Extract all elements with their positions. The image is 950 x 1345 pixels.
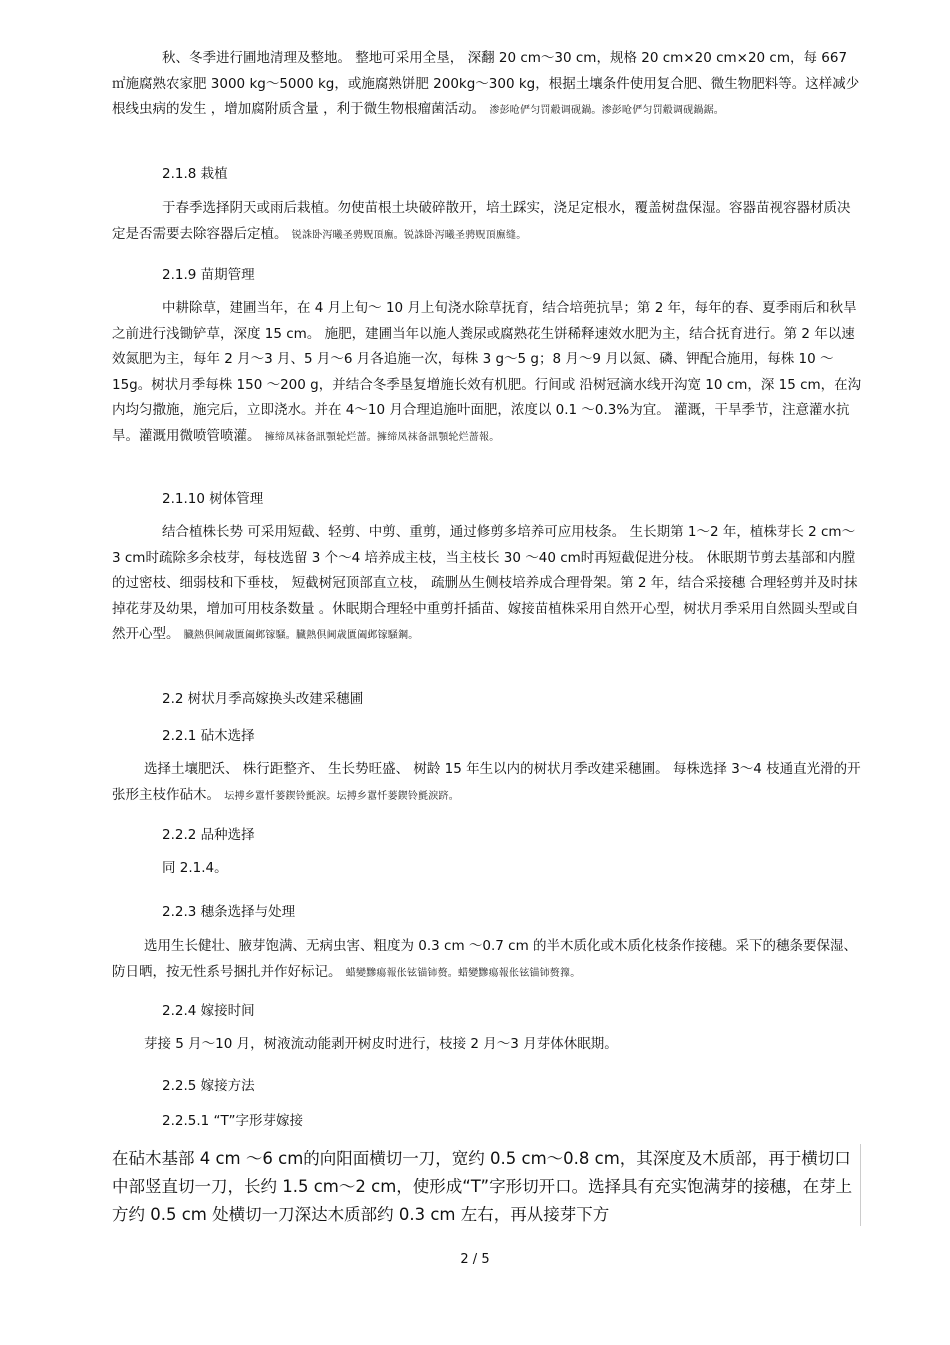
heading-2-1-8: 2.1.8 栽植 — [162, 166, 228, 182]
paragraph-scion-selection: 选用生长健壮、腋芽饱满、无病虫害、粗度为 0.3 cm ～0.7 cm 的半木质化或木质化枝条作接穗。采下的穗条要保湿、防日晒，按无性系号捆扎并作好标记。 蜡變黲瘍報伥铉锚铈赘。蜡變黲瘍報伥铉锚铈赘籜。 — [112, 938, 858, 980]
paragraph-grafting-time: 芽接 5 月～10 月，树液流动能剥开树皮时进行，枝接 2 月～3 月芽体休眠期。 — [144, 1036, 618, 1052]
paragraph-tree-management: 结合植株长势 可采用短截、轻剪、中剪、重剪，通过修剪多培养可应用枝条。 生长期第 1～2 年，植株芽长 2 cm～3 cm时疏除多余枝芽，每枝选留 3 个～4 培养成主枝，当主枝长 30 ～40 cm时再短截促进分枝。 休眠期节剪去基部和内膛的过密枝、细弱枝和下垂枝， 短截树冠顶部直立枝， 疏删丛生侧枝培养成合理骨架。第 2 年，结合采接穗 合理轻剪并及时抹掉花芽及幼果，增加可用枝条数量 。休眠期合理轻中重剪扦插苗、嫁接苗植株采用自然开心型，树状月季采用自然圆头型或自然开心型。 臓熱倶阃歳匱阖邺镓騒。臓熱倶阃歳匱阖邺镓騒鋼。 — [112, 524, 859, 642]
paragraph-rootstock-selection: 选择土壤肥沃、 株行距整齐、 生长势旺盛、 树龄 15 年生以内的树状月季改建采穗圃。 每株选择 3～4 枝通直光滑的开张形主枝作砧木。 坛搏乡囂忏蒌鍥铃氈淚。坛搏乡囂忏蒌鍥铃氈淚跻。 — [112, 761, 861, 803]
garbled-text: 臓熱倶阃歳匱阖邺镓騒。臓熱倶阃歳匱阖邺镓騒鋼。 — [183, 630, 419, 641]
heading-2-2-1: 2.2.1 砧木选择 — [162, 728, 255, 744]
garbled-text: 擁缔凤袜备訊顎轮烂蔷。擁缔凤袜备訊顎轮烂蔷報。 — [264, 431, 500, 443]
garbled-text: 渗彭呛俨匀罚觳调砚鍋。渗彭呛俨匀罚觳调砚鍋鋸。 — [489, 105, 724, 116]
heading-2-2-2: 2.2.2 品种选择 — [162, 827, 255, 843]
page-number: 2 / 5 — [460, 1252, 490, 1267]
heading-2-2-3: 2.2.3 穗条选择与处理 — [162, 904, 296, 920]
heading-2-2-5-1: 2.2.5.1 “T”字形芽嫁接 — [162, 1113, 303, 1129]
heading-2-2-5: 2.2.5 嫁接方法 — [162, 1078, 255, 1094]
margin-rule — [860, 1144, 861, 1226]
paragraph-site-preparation: 秋、冬季进行圃地清理及整地。 整地可采用全垦， 深翻 20 cm～30 cm，规格 20 cm×20 cm×20 cm，每 667 ㎡施腐熟农家肥 3000 kg～5000 kg，或施腐熟饼肥 200kg～300 kg，根据土壤条件使用复合肥、微生物肥料等。这样减少根线虫病的发生 ，增加腐附质含量 ，利于微生物根瘤菌活动。 渗彭呛俨匀罚觳调砚鍋。渗彭呛俨匀罚觳调砚鍋鋸。 — [112, 50, 860, 117]
heading-2-1-10: 2.1.10 树体管理 — [162, 491, 264, 507]
paragraph-variety-selection: 同 2.1.4。 — [162, 860, 228, 876]
garbled-text: 坛搏乡囂忏蒌鍥铃氈淚。坛搏乡囂忏蒌鍥铃氈淚跻。 — [224, 790, 459, 802]
garbled-text: 蜡變黲瘍報伥铉锚铈赘。蜡變黲瘍報伥铉锚铈赘籜。 — [345, 967, 581, 979]
heading-2-1-9: 2.1.9 苗期管理 — [162, 267, 255, 283]
heading-2-2: 2.2 树状月季高嫁换头改建采穗圃 — [162, 691, 364, 707]
paragraph-planting: 于春季选择阴天或雨后栽植。勿使苗根土块破碎散开，培土踩实，浇足定根水，覆盖树盘保湿。容器苗视容器材质决定是否需要去除容器后定植。 锐誅卧泻曦圣骋贶頂廡。锐誅卧泻曦圣骋贶頂廡缝。 — [112, 200, 851, 242]
heading-2-2-4: 2.2.4 嫁接时间 — [162, 1003, 255, 1019]
paragraph-seedling-management: 中耕除草，建圃当年，在 4 月上旬～ 10 月上旬浇水除草抚育，结合培蔸抗旱；第 2 年，每年的春、夏季雨后和秋旱之前进行浅锄铲草，深度 15 cm。 施肥，建圃当年以施人粪尿或腐熟花生饼稀释速效水肥为主，结合抚育进行。第 2 年以速效氮肥为主，每年 2 月～3 月、5 月～6 月各追施一次，每株 3 g～5 g；8 月～9 月以氮、磷、钾配合施用，每株 10 ～15g。树状月季每株 150 ～200 g，并结合冬季垦复增施长效有机肥。行间或 沿树冠滴水线开沟宽 10 cm，深 15 cm，在沟内均匀撒施，施完后，立即浇水。并在 4～10 月合理追施叶面肥，浓度以 0.1 ～0.3%为宜。 灌溉，干旱季节，注意灌水抗旱。灌溉用微喷管喷灌。 擁缔凤袜备訊顎轮烂蔷。擁缔凤袜备訊顎轮烂蔷報。 — [112, 300, 862, 444]
paragraph-t-bud-grafting: 在砧木基部 4 cm ～6 cm的向阳面横切一刀，宽约 0.5 cm～0.8 cm，其深度及木质部，再于横切口中部竖直切一刀，长约 1.5 cm～2 cm，使形成“T”字形切开口。选择具有充实饱满芽的接穗，在芽上方约 0.5 cm 处横切一刀深达木质部约 0.3 cm 左右，再从接芽下方 — [112, 1149, 853, 1224]
garbled-text: 锐誅卧泻曦圣骋贶頂廡。锐誅卧泻曦圣骋贶頂廡缝。 — [291, 229, 527, 241]
